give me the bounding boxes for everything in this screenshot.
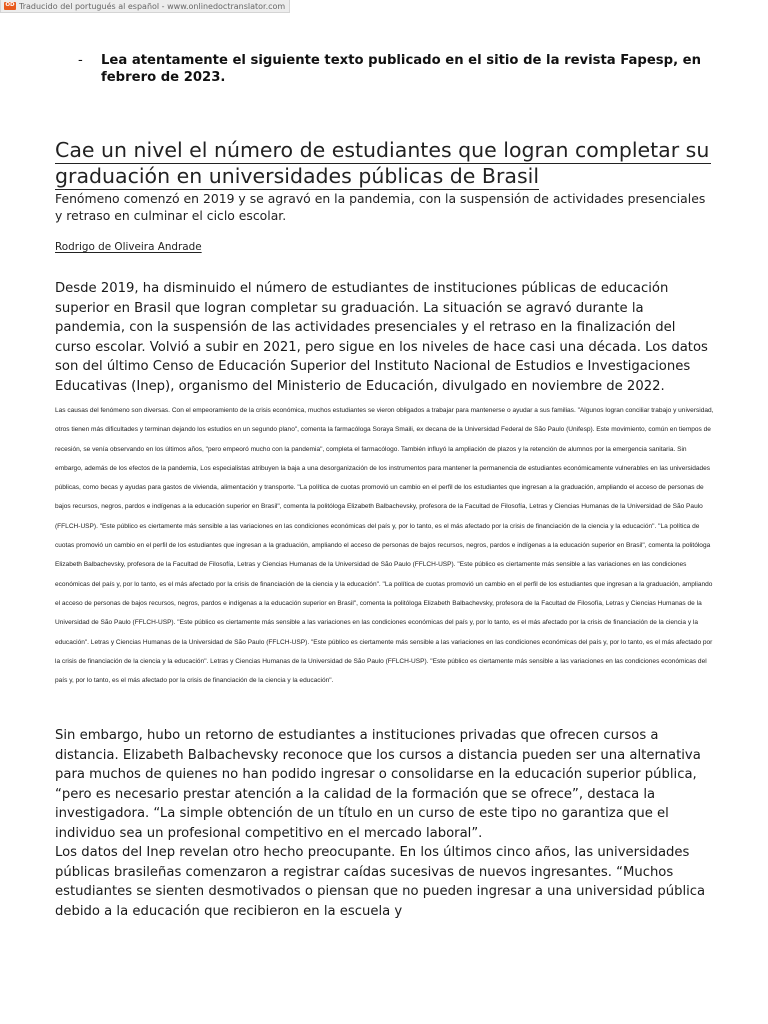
- article-subtitle: Fenómeno comenzó en 2019 y se agravó en la pandemia, con la suspensión de actividades presenciales y retraso en culminar el ciclo escolar.: [55, 191, 706, 223]
- article-paragraph-2: Sin embargo, hubo un retorno de estudiantes a instituciones privadas que ofrecen cursos a distancia. Elizabeth Balbachevsky reconoce que los cursos a distancia pueden ser una alternativa para muchos de quienes no han podido ingresar o consolidarse en la educación superior pública, “pero es necesario prestar atención a la calidad de la formación que se ofrece”, destaca la investigadora. “La simple obtención de un título en un curso de este tipo no garantiza que el individuo sea un profesional competitivo en el mercado laboral”.: [55, 728, 701, 841]
- article-title: [55, 138, 715, 190]
- article-author: Rodrigo de Oliveira Andrade: [55, 241, 202, 253]
- article-small-paragraph: Las causas del fenómeno son diversas. Con el empeoramiento de la crisis económica, muchos estudiantes se vieron obligados a trabajar para mantenerse o ayudar a sus familias. "Algunos logran conciliar trabajo y universidad, otros tienen más dificultades y terminan dejando los estudios en un segundo plano", comenta la farmacóloga Soraya Smaili, ex decana de la Universidad Federal de São Paulo (Unifesp). Este movimiento, común en tiempos de recesión, se venía observando en los últimos años, "pero empeoró mucho con la pandemia", completa el farmacólogo. También influyó la ampliación de plazos y la retención de alumnos por la emergencia sanitaria. Sin embargo, además de los efectos de la pandemia, Los especialistas atribuyen la baja a una desorganización de los instrumentos para mantener la permanencia de estudiantes económicamente vulnerables en las universidades públicas, como becas y ayudas para gastos de vivienda, alimentación y transporte. "La política de cuotas promovió un cambio en el perfil de los estudiantes que ingresan a la graduación, ampliando el acceso de personas de bajos recursos, negros, pardos e indígenas a la educación superior en Brasil", comenta la politóloga Elizabeth Balbachevsky, profesora de la Facultad de Filosofía, Letras y Ciencias Humanas de la Universidad de São Paulo (FFLCH-USP). "Este público es ciertamente más sensible a las variaciones en las condiciones económicas del país y, por lo tanto, es el más afectado por la crisis de financiación de la ciencia y la educación". "La política de cuotas promovió un cambio en el perfil de los estudiantes que ingresan a la graduación, ampliando el acceso de personas de bajos recursos, negros, pardos e indígenas a la educación superior en Brasil", comenta la politóloga Elizabeth Balbachevsky, profesora de la Facultad de Filosofía, Letras y Ciencias Humanas de la Universidad de São Paulo (FFLCH-USP). "Este público es ciertamente más sensible a las variaciones en las condiciones económicas del país y, por lo tanto, es el más afectado por la crisis de financiación de la ciencia y la educación". "La política de cuotas promovió un cambio en el perfil de los estudiantes que ingresan a la graduación, ampliando el acceso de personas de bajos recursos, negros, pardos e indígenas a la educación superior en Brasil", comenta la politóloga Elizabeth Balbachevsky, profesora de la Facultad de Filosofía, Letras y Ciencias Humanas de la Universidad de São Paulo (FFLCH-USP). "Este público es ciertamente más sensible a las variaciones en las condiciones económicas del país y, por lo tanto, es el más afectado por la crisis de financiación de la ciencia y la educación". Letras y Ciencias Humanas de la Universidad de São Paulo (FFLCH-USP). "Este público es ciertamente más sensible a las variaciones en las condiciones económicas del país y, por lo tanto, es el más afectado por la crisis de financiación de la ciencia y la educación". Letras y Ciencias Humanas de la Universidad de São Paulo (FFLCH-USP). "Este público es ciertamente más sensible a las variaciones en las condiciones económicas del país y, por lo tanto, es el más afectado por la crisis de financiación de la ciencia y la educación".: [55, 407, 714, 685]
- article-title-line-2: graduación en universidades públicas de Brasil: [55, 164, 540, 188]
- intro-text: Lea atentamente el siguiente texto publicado en el sitio de la revista Fapesp, en febrero de 2023.: [101, 53, 702, 85]
- translator-banner[interactable]: [0, 0, 290, 13]
- article-title-line-1: Cae un nivel el número de estudiantes que logran completar su: [55, 138, 710, 162]
- bullet-dash: -: [78, 53, 83, 68]
- intro-instruction: [78, 52, 708, 86]
- article-paragraph-3: Los datos del Inep revelan otro hecho preocupante. En los últimos cinco años, las universidades públicas brasileñas comenzaron a registrar caídas sucesivas de nuevos ingresantes. “Muchos estudiantes se sienten desmotivados o piensan que no pueden ingresar a una universidad pública debido a la educación que recibieron en la escuela y: [55, 845, 706, 919]
- translator-logo-icon: OD: [5, 2, 15, 9]
- article-paragraph-1: Desde 2019, ha disminuido el número de estudiantes de instituciones públicas de educación superior en Brasil que logran completar su graduación. La situación se agravó durante la pandemia, con la suspensión de las actividades presenciales y el retraso en la finalización del curso escolar. Volvió a subir en 2021, pero sigue en los niveles de hace casi una década. Los datos son del último Censo de Educación Superior del Instituto Nacional de Estudios e Investigaciones Educativas (Inep), organismo del Ministerio de Educación, divulgado en noviembre de 2022.: [55, 281, 708, 394]
- translator-banner-text[interactable]: Traducido del portugués al español - www.onlinedoctranslator.com: [19, 1, 286, 11]
